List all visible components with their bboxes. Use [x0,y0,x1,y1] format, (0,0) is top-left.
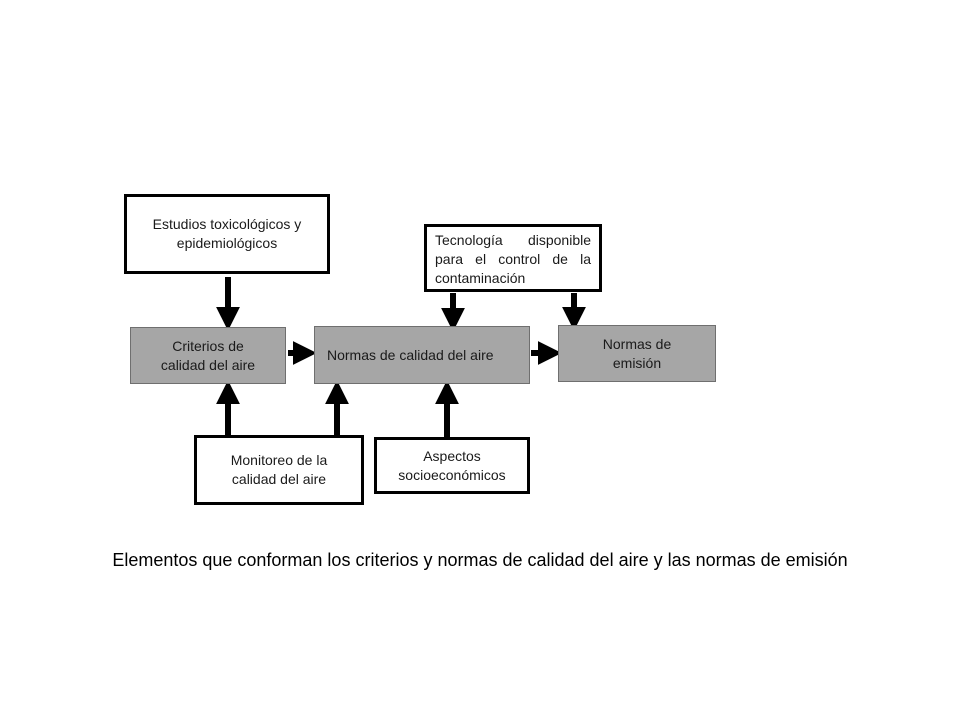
box-normas-calidad-label: Normas de calidad del aire [327,346,494,363]
box-monitoreo-label: Monitoreo de la calidad del aire [230,452,328,487]
box-tecnologia-label: Tecnología disponible para el control de la contaminación [435,232,591,286]
box-normas-emision [558,325,716,382]
box-estudios-toxicologicos [124,194,330,274]
box-criterios-label: Criterios de calidad del aire [160,337,256,373]
box-monitoreo-calidad-aire [194,435,364,505]
box-normas-calidad-aire [314,326,530,384]
box-criterios-calidad-aire [130,327,286,384]
box-aspectos-socioeconomicos [374,437,530,494]
box-aspectos-label: Aspectos socioeconómicos [398,447,506,483]
figure-caption: Elementos que conforman los criterios y normas de calidad del aire y las normas de emisión [112,550,848,570]
box-estudios-label: Estudios toxicológicos y epidemiológicos [152,216,302,251]
box-tecnologia-disponible [424,224,602,292]
box-normas-emision-label: Normas de emisión [602,336,672,371]
